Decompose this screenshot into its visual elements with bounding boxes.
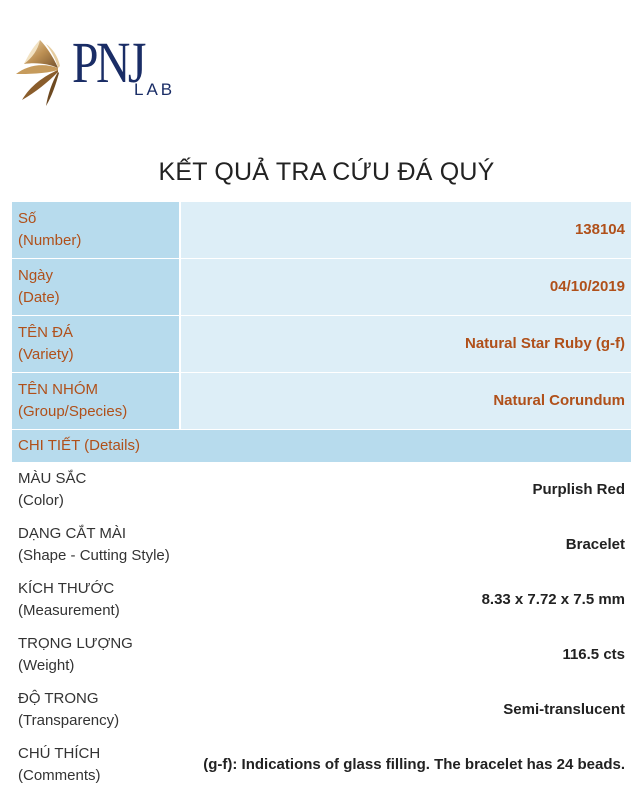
label-en: (Date) xyxy=(18,289,60,306)
row-value: 04/10/2019 xyxy=(180,259,631,316)
row-label xyxy=(12,682,180,737)
detail-row-color xyxy=(12,462,631,517)
row-value: 138104 xyxy=(180,202,631,259)
row-label xyxy=(12,316,180,373)
label-vi: TÊN ĐÁ xyxy=(18,324,74,341)
row-value: Purplish Red xyxy=(532,480,625,498)
row-label xyxy=(12,202,180,259)
detail-row-transparency xyxy=(12,682,631,737)
label-en: (Transparency) xyxy=(18,711,120,729)
row-value: (g-f): Indications of glass filling. The bracelet has 24 beads. xyxy=(203,755,625,773)
row-label xyxy=(12,517,180,572)
label-en: (Color) xyxy=(18,491,64,509)
row-value: Semi-translucent xyxy=(503,700,625,718)
section-label: CHI TIẾT (Details) xyxy=(12,430,631,463)
label-vi: TRỌNG LƯỢNG xyxy=(18,634,133,652)
label-vi: MÀU SẮC xyxy=(18,469,87,487)
detail-row-measurement xyxy=(12,572,631,627)
row-value: Bracelet xyxy=(565,535,625,553)
row-label xyxy=(12,572,180,627)
details-section-header xyxy=(12,430,631,463)
detail-row-comments xyxy=(12,737,631,792)
row-value: 116.5 cts xyxy=(562,645,625,663)
label-en: (Weight) xyxy=(18,656,75,674)
label-vi: ĐỘ TRONG xyxy=(18,689,99,707)
info-row-variety xyxy=(12,316,631,373)
label-en: (Number) xyxy=(18,232,82,249)
row-label xyxy=(12,259,180,316)
label-en: (Shape - Cutting Style) xyxy=(18,546,170,564)
label-vi: DẠNG CẮT MÀI xyxy=(18,524,127,542)
pnj-logo-mark-icon xyxy=(10,10,72,120)
row-label xyxy=(12,737,180,792)
label-en: (Comments) xyxy=(18,766,101,784)
brand-name: PNJ xyxy=(72,30,144,95)
row-value: 8.33 x 7.72 x 7.5 mm xyxy=(481,590,625,608)
row-value: Natural Star Ruby (g-f) xyxy=(180,316,631,373)
row-label xyxy=(12,627,180,682)
info-row-number xyxy=(12,202,631,259)
label-vi: TÊN NHÓM xyxy=(18,381,98,398)
label-vi: Số xyxy=(18,210,37,227)
detail-row-weight xyxy=(12,627,631,682)
row-value: Natural Corundum xyxy=(180,373,631,430)
label-vi: KÍCH THƯỚC xyxy=(18,579,115,597)
row-label xyxy=(12,462,180,517)
label-vi: CHÚ THÍCH xyxy=(18,744,101,762)
label-en: (Variety) xyxy=(18,346,74,363)
row-label xyxy=(12,373,180,430)
label-vi: Ngày xyxy=(18,267,54,284)
brand-sub: LAB xyxy=(134,80,176,99)
result-table xyxy=(12,202,631,792)
label-en: (Group/Species) xyxy=(18,403,128,420)
label-en: (Measurement) xyxy=(18,601,120,619)
detail-row-shape xyxy=(12,517,631,572)
page-title: KẾT QUẢ TRA CỨU ĐÁ QUÝ xyxy=(158,158,495,186)
info-row-group xyxy=(12,373,631,430)
info-row-date xyxy=(12,259,631,316)
pnj-lab-logo xyxy=(10,10,190,138)
